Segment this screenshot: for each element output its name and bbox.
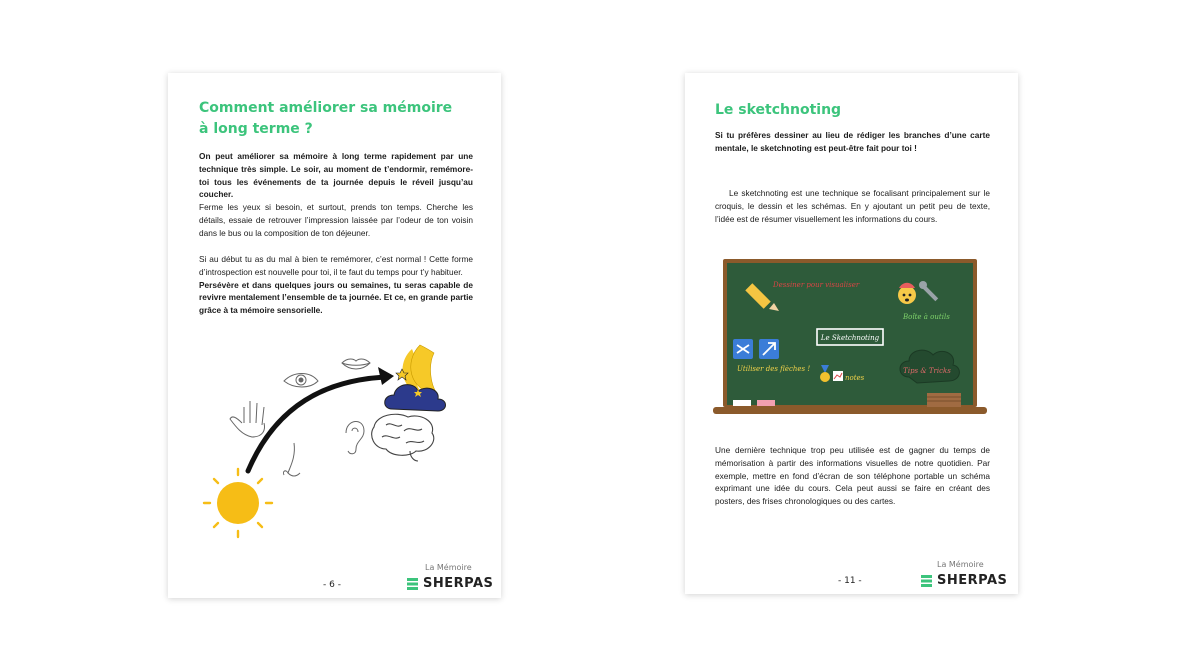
mouth-icon [342, 359, 370, 369]
cloud-caption: Tips & Tricks [903, 367, 951, 375]
paragraph-2 [199, 253, 473, 317]
mind-blown-emoji-icon [898, 283, 916, 304]
diagonal-arrow-icon [759, 339, 779, 359]
chart-icon [833, 371, 843, 381]
page-title: Le sketchnoting [715, 102, 842, 118]
title-line-1: Comment améliorer sa mémoire [199, 100, 453, 116]
sherpas-logo [921, 573, 1007, 588]
brain-icon [372, 414, 434, 461]
book-stack-icon [927, 393, 961, 407]
notes-caption: notes [845, 374, 865, 382]
brand-name: SHERPAS [937, 573, 1008, 588]
center-label: Le Sketchnoting [820, 334, 880, 342]
title-line-2: à long terme ? [199, 121, 313, 137]
paragraph-2-bold: Persévère et dans quelques jours ou semaines, tu seras capable de revivre mentalement l’ensemble de ta journée. Et ce, en grande partie grâce à ta mémoire sensorielle. [199, 279, 473, 316]
sherpas-logo-icon [407, 578, 418, 590]
page-number: - 6 - [323, 580, 341, 590]
paragraph-2-text: Une dernière technique trop peu utilisée est de gagner du temps de mémorisation à partir des informations visuelles de notre quotidien. Par exemple, mettre en fond d’écran de son téléphone portable un schéma exprimant une idée du cours. Cela peut aussi se faire en créant des posters, des frises chronologiques ou des cartes. [715, 445, 990, 507]
chalk-piece [733, 400, 751, 406]
footer-label: La Mémoire [425, 563, 472, 572]
paragraph-2 [715, 444, 990, 508]
board-ledge [713, 407, 987, 414]
intro-paragraph [715, 129, 990, 155]
ear-icon [346, 421, 364, 453]
paragraph-1 [715, 187, 990, 225]
paragraph-1-normal: Ferme les yeux si besoin, et surtout, prends ton temps. Cherche les détails, essaie de retrouver l’impression laissée par l’odeur de ton voisin dans le bus ou la composition de ton déjeuner. [199, 202, 473, 238]
paragraph-1-bold: On peut améliorer sa mémoire à long terme rapidement par une technique très simple. Le soir, au moment de t’endormir, remémore-toi tous les événements de ta journée depuis le réveil jusqu’au coucher. [199, 151, 473, 200]
paragraph-1-text: Le sketchnoting est une technique se focalisant principalement sur le croquis, le dessin et les schémas. En y ajoutant un petit peu de texte, l’idée est de résumer visuellement les informations du cours. [715, 188, 990, 224]
page-title [199, 98, 452, 140]
shuffle-arrows-icon [733, 339, 753, 359]
sketchnoting-chalkboard [713, 259, 987, 417]
paragraph-2-normal: Si au début tu as du mal à bien te remémorer, c’est normal ! Cette forme d’introspection est nouvelle pour toi, il te faut du temps pour t’y habituer. [199, 254, 473, 277]
pencil-caption: Dessiner pour visualiser [773, 281, 860, 289]
page-number: - 11 - [838, 576, 862, 586]
eye-icon [284, 374, 318, 388]
brand-name: SHERPAS [423, 576, 494, 591]
sherpas-logo-icon [921, 575, 932, 587]
intro-bold: Si tu préfères dessiner au lieu de rédiger les branches d’une carte mentale, le sketchnoting est peut-être fait pour toi ! [715, 130, 990, 153]
tools-caption: Boîte à outils [903, 313, 950, 321]
cloud-moon-icon [385, 345, 446, 411]
page-left [168, 73, 501, 598]
arrows-caption: Utiliser des flèches ! [737, 365, 811, 373]
paragraph-1 [199, 150, 473, 240]
senses-memory-illustration [196, 335, 486, 540]
sun-icon [204, 469, 272, 537]
hand-icon [230, 401, 265, 437]
footer-label: La Mémoire [937, 560, 984, 569]
curved-arrow-icon [248, 367, 394, 471]
nose-icon [283, 443, 300, 476]
eraser-icon [757, 400, 775, 406]
sherpas-logo [407, 576, 493, 591]
page-right [685, 73, 1018, 594]
